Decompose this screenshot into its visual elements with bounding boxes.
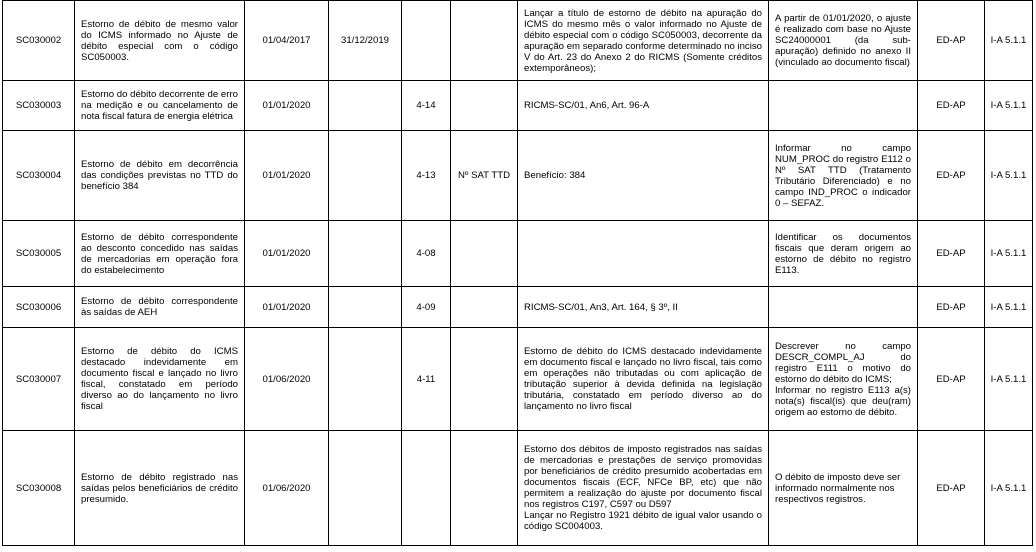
article-ref-cell — [402, 1, 451, 81]
code-cell: SC030006 — [3, 287, 75, 328]
code-cell: SC030003 — [3, 81, 75, 131]
end-date-cell — [329, 131, 402, 221]
table-row — [3, 131, 1033, 221]
table-row — [3, 1, 1033, 81]
description-cell: Estorno de débito correspondente às saídas de AEH — [75, 287, 245, 328]
end-date-cell — [329, 221, 402, 287]
legal-basis-cell — [518, 287, 769, 328]
reference-cell: I-A 5.1.1 — [985, 328, 1033, 431]
legal-basis-line: Estorno de débito do ICMS destacado indevidamente em documento fiscal e lançado no livro fiscal, tais como em operações não tributadas ou com aplicação de tributação superior à devida definida na legislação tributária, constatado em período diverso ao do lançamento no livro fiscal — [524, 346, 762, 412]
notes-line: Descrever no campo DESCR_COMPL_AJ do registro E111 o motivo do estorno do débito do ICMS; — [775, 340, 911, 385]
notes-cell — [769, 287, 918, 328]
process-cell — [451, 287, 518, 328]
code-cell: SC030004 — [3, 131, 75, 221]
document-type-cell: ED-AP — [918, 131, 985, 221]
notes-line: Identificar os documentos fiscais que deram origem ao estorno de débito no registro E113. — [775, 231, 911, 276]
table-row — [3, 221, 1033, 287]
legal-basis-cell — [518, 221, 769, 287]
end-date-cell — [329, 431, 402, 546]
notes-cell — [769, 131, 918, 221]
reference-cell: I-A 5.1.1 — [985, 221, 1033, 287]
reference-cell: I-A 5.1.1 — [985, 431, 1033, 546]
article-ref-cell: 4-08 — [402, 221, 451, 287]
notes-cell — [769, 431, 918, 546]
start-date-cell: 01/01/2020 — [245, 81, 329, 131]
code-cell: SC030005 — [3, 221, 75, 287]
notes-cell — [769, 81, 918, 131]
reference-cell: I-A 5.1.1 — [985, 1, 1033, 81]
end-date-cell: 31/12/2019 — [329, 1, 402, 81]
legal-basis-line: Benefício: 384 — [524, 170, 586, 181]
legal-basis-cell — [518, 328, 769, 431]
notes-line: O débito de imposto deve ser informado normalmente nos respectivos registros. — [775, 471, 901, 505]
article-ref-cell — [402, 431, 451, 546]
process-cell — [451, 1, 518, 81]
table-row — [3, 431, 1033, 546]
end-date-cell — [329, 328, 402, 431]
start-date-cell: 01/01/2020 — [245, 221, 329, 287]
reference-cell: I-A 5.1.1 — [985, 287, 1033, 328]
legal-basis-line: RICMS-SC/01, An3, Art. 164, § 3º, II — [524, 301, 678, 313]
notes-line: Informar no registro E113 a(s) nota(s) fiscal(is) que deu(ram) origem ao estorno de débito. — [775, 384, 911, 418]
reference-cell: I-A 5.1.1 — [985, 81, 1033, 131]
notes-cell — [769, 221, 918, 287]
table-row — [3, 328, 1033, 431]
legal-basis-line: Lançar a título de estorno de débito na apuração do ICMS do mesmo mês o valor informado no Ajuste de débito especial com o código SC050003, decorrente da apuração em separado conforme determinado no inciso V do Art. 23 do Anexo 2 do RICMS (Somente créditos extemporâneos); — [524, 7, 762, 74]
process-cell — [451, 328, 518, 431]
article-ref-cell: 4-14 — [402, 81, 451, 131]
description-cell: Estorno de débito de mesmo valor do ICMS informado no Ajuste de débito especial com o código SC050003. — [75, 1, 245, 81]
start-date-cell: 01/01/2020 — [245, 287, 329, 328]
description-cell: Estorno de débito em decorrência das condições previstas no TTD do benefício 384 — [75, 131, 245, 221]
end-date-cell — [329, 81, 402, 131]
start-date-cell: 01/06/2020 — [245, 328, 329, 431]
code-cell: SC030002 — [3, 1, 75, 81]
reference-cell: I-A 5.1.1 — [985, 131, 1033, 221]
adjustment-codes-table — [2, 0, 1033, 546]
document-type-cell: ED-AP — [918, 81, 985, 131]
document-type-cell: ED-AP — [918, 328, 985, 431]
legal-basis-cell — [518, 431, 769, 546]
start-date-cell: 01/01/2020 — [245, 131, 329, 221]
legal-basis-cell — [518, 131, 769, 221]
table-row — [3, 287, 1033, 328]
legal-basis-cell — [518, 1, 769, 81]
legal-basis-line: Estorno dos débitos de imposto registrados nas saídas de mercadorias e prestações de serviço promovidas por beneficiários de crédito presumido acobertadas em documentos fiscais (ECF, NFCe BP, etc) que não permitem a realização do ajuste por documento fiscal nos registros C197, C597 ou D597 — [524, 444, 762, 510]
notes-cell — [769, 1, 918, 81]
article-ref-cell: 4-13 — [402, 131, 451, 221]
legal-basis-line: RICMS-SC/01, An6, Art. 96-A — [524, 100, 650, 111]
description-cell: Estorno de débito do ICMS destacado indevidamente em documento fiscal e lançado no livro fiscal, constatado em período diverso ao do lançamento no livro fiscal — [75, 328, 245, 431]
table-row — [3, 81, 1033, 131]
process-cell — [451, 431, 518, 546]
notes-line: Informar no campo NUM_PROC do registro E112 o Nº SAT TTD (Tratamento Tributário Diferenciado) e no campo IND_PROC o indicador 0 – SEFAZ. — [775, 142, 911, 209]
description-cell: Estorno de débito registrado nas saídas pelos beneficiários de crédito presumido. — [75, 431, 245, 546]
description-cell: Estorno de débito correspondente ao desconto concedido nas saídas de mercadorias em operação fora do estabelecimento — [75, 221, 245, 287]
process-cell: Nº SAT TTD — [451, 131, 518, 221]
code-cell: SC030007 — [3, 328, 75, 431]
legal-basis-line: Lançar no Registro 1921 débito de igual valor usando o código SC004003. — [524, 510, 762, 532]
document-type-cell: ED-AP — [918, 221, 985, 287]
document-type-cell: ED-AP — [918, 431, 985, 546]
start-date-cell: 01/04/2017 — [245, 1, 329, 81]
process-cell — [451, 81, 518, 131]
process-cell — [451, 221, 518, 287]
document-type-cell: ED-AP — [918, 287, 985, 328]
start-date-cell: 01/06/2020 — [245, 431, 329, 546]
notes-line: A partir de 01/01/2020, o ajuste é realizado com base no Ajuste SC24000001 (da sub-apuração) definido no anexo II (vinculado ao documento fiscal) — [775, 13, 911, 68]
legal-basis-cell — [518, 81, 769, 131]
end-date-cell — [329, 287, 402, 328]
description-cell: Estorno do débito decorrente de erro na medição e ou cancelamento de nota fiscal fatura de energia elétrica — [75, 81, 245, 131]
notes-cell — [769, 328, 918, 431]
article-ref-cell: 4-09 — [402, 287, 451, 328]
code-cell: SC030008 — [3, 431, 75, 546]
article-ref-cell: 4-11 — [402, 328, 451, 431]
document-type-cell: ED-AP — [918, 1, 985, 81]
